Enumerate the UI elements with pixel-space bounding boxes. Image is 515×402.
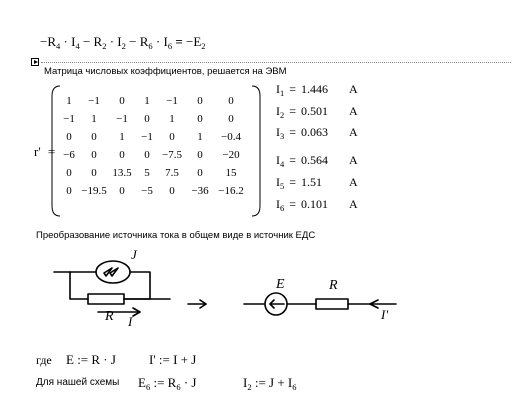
result-value: 1.51 [301, 175, 323, 189]
result-unit: A [349, 175, 358, 189]
matrix-cell: 0 [66, 167, 72, 179]
result-equals: = [289, 153, 297, 167]
eq-sub: 6 [167, 41, 173, 51]
label-r-right: R [329, 278, 338, 293]
matrix-cell: 0 [66, 185, 72, 197]
matrix-cell: 13.5 [112, 167, 132, 179]
result-sub: 5 [280, 181, 285, 191]
eq-term: − R [79, 34, 103, 49]
result-value: 1.446 [301, 82, 329, 96]
resistor-left [88, 294, 124, 304]
label-e: E [276, 277, 285, 292]
result-unit: A [349, 82, 358, 96]
matrix-cell: −7.5 [162, 149, 182, 161]
matrix-cell: 1 [66, 95, 72, 107]
result-sub: 1 [280, 88, 285, 98]
label-r-left: R [105, 309, 114, 324]
matrix-cell: −20 [222, 149, 240, 161]
result-equals: = [289, 82, 297, 96]
eq-equals: = [172, 34, 186, 49]
eq-sub: 2 [201, 41, 206, 51]
matrix-cell: 1 [197, 131, 203, 143]
i-prime-definition: I' := I + J [149, 352, 197, 367]
result-name: I [276, 175, 280, 189]
upper-right-wire [124, 272, 150, 299]
matrix-cell: 0 [197, 113, 203, 125]
label-j: J [131, 247, 137, 262]
matrix-cell: −6 [63, 149, 75, 161]
eq-term: · I [60, 34, 76, 49]
lower-wire [70, 272, 88, 299]
eq-sub: 2 [102, 41, 107, 51]
matrix-cell: 0 [91, 131, 97, 143]
eq-sub: 4 [75, 41, 80, 51]
result-unit: A [349, 125, 358, 139]
eq-term: · I [152, 34, 168, 49]
matrix-cell: −36 [191, 185, 209, 197]
result-equals: = [289, 175, 297, 189]
result-value: 0.564 [301, 153, 329, 167]
matrix-cell: 0 [169, 131, 175, 143]
matrix-cell: 0 [119, 185, 125, 197]
matrix-cell: 1 [119, 131, 125, 143]
matrix-cell: 0 [119, 95, 125, 107]
eq-term: −R [40, 34, 57, 49]
matrix-cell: 0 [91, 149, 97, 161]
transform-heading: Преобразование источника тока в общем виде в источник ЕДС [36, 230, 316, 241]
matrix-cell: −1 [88, 95, 100, 107]
matrix-cell: 0 [66, 131, 72, 143]
i2-definition: $I_2$ := $J + I_6$ [243, 375, 297, 392]
result-name: I [276, 82, 280, 96]
result-equals: = [289, 197, 297, 211]
result-value: 0.101 [301, 197, 329, 211]
matrix-name: r' = [34, 144, 56, 159]
matrix-cell: 0 [169, 185, 175, 197]
matrix-cell: 5 [144, 167, 150, 179]
matrix-cell: −1 [63, 113, 75, 125]
region-title: Матрица числовых коэффициентов, решается на ЭВМ [44, 66, 287, 77]
matrix-cell: 0 [144, 149, 150, 161]
eq-term: · I [106, 34, 122, 49]
label-i-prime: I' [381, 307, 389, 322]
result-name: I [276, 104, 280, 118]
scheme-label: Для нашей схемы [36, 377, 120, 388]
matrix-cell: 0 [144, 113, 150, 125]
matrix-cell: 7.5 [165, 167, 179, 179]
result-name: I [276, 153, 280, 167]
matrix-cell: 0 [197, 95, 203, 107]
resistor-right [316, 299, 348, 309]
matrix-cell: 1 [169, 113, 175, 125]
result-value: 0.501 [301, 104, 329, 118]
result-unit: A [349, 197, 358, 211]
eq-sub: 6 [148, 41, 153, 51]
e6-definition: $E_6$ := $R_6 \cdot J$ [138, 375, 197, 392]
result-sub: 4 [280, 159, 285, 169]
matrix-cell: 0 [91, 167, 97, 179]
matrix-cell: 15 [225, 167, 237, 179]
e-definition: E := R · J [66, 352, 116, 367]
eq-rhs: −E [185, 34, 202, 49]
matrix-cell: −1 [116, 113, 128, 125]
result-sub: 2 [280, 110, 285, 120]
matrix-cell: 0 [228, 95, 234, 107]
matrix-cell: 1 [144, 95, 150, 107]
result-sub: 3 [280, 131, 285, 141]
eq-sub: 2 [121, 41, 126, 51]
matrix-cell: −0.4 [221, 131, 241, 143]
matrix-cell: −5 [141, 185, 153, 197]
matrix-cell: −1 [141, 131, 153, 143]
result-value: 0.063 [301, 125, 329, 139]
label-i-left: I [128, 314, 133, 329]
where-label: где [36, 353, 52, 367]
result-sub: 6 [280, 203, 285, 213]
matrix-cell: 1 [91, 113, 97, 125]
result-equals: = [289, 104, 297, 118]
matrix-cell: 0 [197, 149, 203, 161]
matrix-cell: 0 [228, 113, 234, 125]
result-equals: = [289, 125, 297, 139]
result-name: I [276, 197, 280, 211]
matrix-cell: 0 [119, 149, 125, 161]
matrix-cell: −16.2 [218, 185, 244, 197]
eq-term: − R [125, 34, 149, 49]
result-unit: A [349, 153, 358, 167]
matrix-cell: −19.5 [81, 185, 107, 197]
result-name: I [276, 125, 280, 139]
result-unit: A [349, 104, 358, 118]
matrix-cell: −1 [166, 95, 178, 107]
eq-sub: 4 [56, 41, 61, 51]
matrix-cell: 0 [197, 167, 203, 179]
